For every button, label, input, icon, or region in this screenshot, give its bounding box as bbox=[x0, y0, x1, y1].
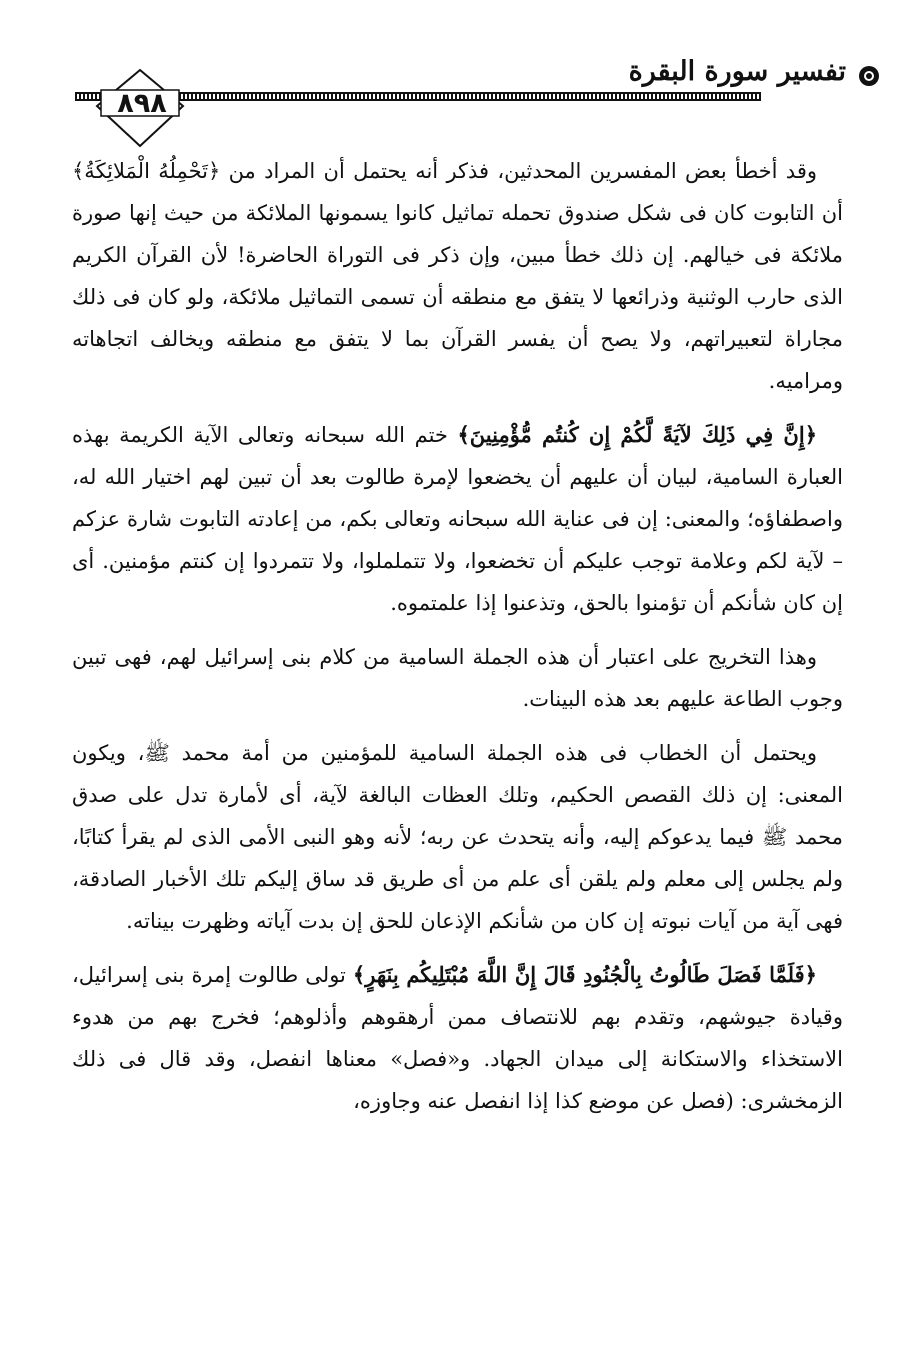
running-title: تفسير سورة البقرة bbox=[628, 56, 846, 87]
quran-quote: ﴿فَلَمَّا فَصَلَ طَالُوتُ بِالْجُنُودِ قَالَ إِنَّ اللَّهَ مُبْتَلِيكُم بِنَهَرٍ﴾ bbox=[352, 962, 817, 987]
paragraph-text: ويحتمل أن الخطاب فى هذه الجملة السامية للمؤمنين من أمة محمد ﷺ، ويكون المعنى: إن ذلك القصص الحكيم، وتلك العظات البالغة لآية، أى لأمارة تدل على صدق محمد ﷺ فيما يدعوكم إليه، وأنه يتحدث عن ربه؛ لأنه وهو النبى الأمى الذى لم يقرأ كتابًا، ولم يجلس إلى معلم ولم يلقن أى علم من أى طريق قد ساق إليكم تلك الأخبار الصادقة، فهى آية من آيات نبوته إن كان من شأنكم الإذعان للحق إن بدت آياته وظهرت بيناته. bbox=[72, 741, 843, 933]
paragraph-5 bbox=[72, 954, 843, 1122]
paragraph-1 bbox=[72, 150, 843, 402]
paragraph-text: وهذا التخريج على اعتبار أن هذه الجملة السامية من كلام بنى إسرائيل لهم، فهى تبين وجوب الطاعة عليهم بعد هذه البينات. bbox=[72, 645, 843, 711]
paragraph-text: وقد أخطأ بعض المفسرين المحدثين، فذكر أنه يحتمل أن المراد من ﴿تَحْمِلُهُ الْمَلائِكَةُ﴾ أن التابوت كان فى شكل صندوق تحمله تماثيل كانوا يسمونها الملائكة من حيث إنها صورة ملائكة فى خيالهم. إن ذلك خطأ مبين، وإن ذكر فى التوراة الحاضرة! لأن القرآن الكريم الذى حارب الوثنية وذرائعها لا يتفق مع منطقه أن تسمى التماثيل ملائكة، ولو كان فى ذلك مجاراة لتعبيراتهم، ولا يصح أن يفسر القرآن بما لا يتفق مع منطقه ويخالف اتجاهاته ومراميه. bbox=[72, 159, 843, 393]
paragraph-3 bbox=[72, 636, 843, 720]
page-body bbox=[72, 150, 843, 1122]
page-header bbox=[0, 0, 921, 160]
page-number: ٨٩٨ bbox=[117, 88, 167, 119]
paragraph-text: ختم الله سبحانه وتعالى الآية الكريمة بهذه العبارة السامية، لبيان أن عليهم أن يخضعوا لإمرة طالوت بعد أن تبين لهم اختيار الله له، واصطفاؤه؛ والمعنى: إن فى عناية الله سبحانه وتعالى بكم، من إعادته التابوت شارة عزكم – لآية لكم وعلامة توجب عليكم أن تخضعوا، ولا تتململوا، ولا تتمردوا إن كنتم مؤمنين. أى إن كان شأنكم أن تؤمنوا بالحق، وتذعنوا إذا علمتموه. bbox=[72, 423, 843, 615]
paragraph-2 bbox=[72, 414, 843, 624]
paragraph-text: تولى طالوت إمرة بنى إسرائيل، وقيادة جيوشهم، وتقدم بهم للانتصاف ممن أرهقوهم وأذلوهم؛ فخرج بهم من هدوء الاستخذاء والاستكانة إلى ميدان الجهاد. و«فصل» معناها انفصل، وقد قال فى ذلك الزمخشرى: (فصل عن موضع كذا إذا انفصل عنه وجاوزه، bbox=[72, 963, 843, 1113]
ornament-icon bbox=[857, 64, 881, 88]
quran-quote: ﴿إِنَّ فِي ذَلِكَ لآيَةً لَّكُمْ إِن كُنتُم مُّؤْمِنِينَ﴾ bbox=[457, 422, 817, 447]
paragraph-4 bbox=[72, 732, 843, 942]
